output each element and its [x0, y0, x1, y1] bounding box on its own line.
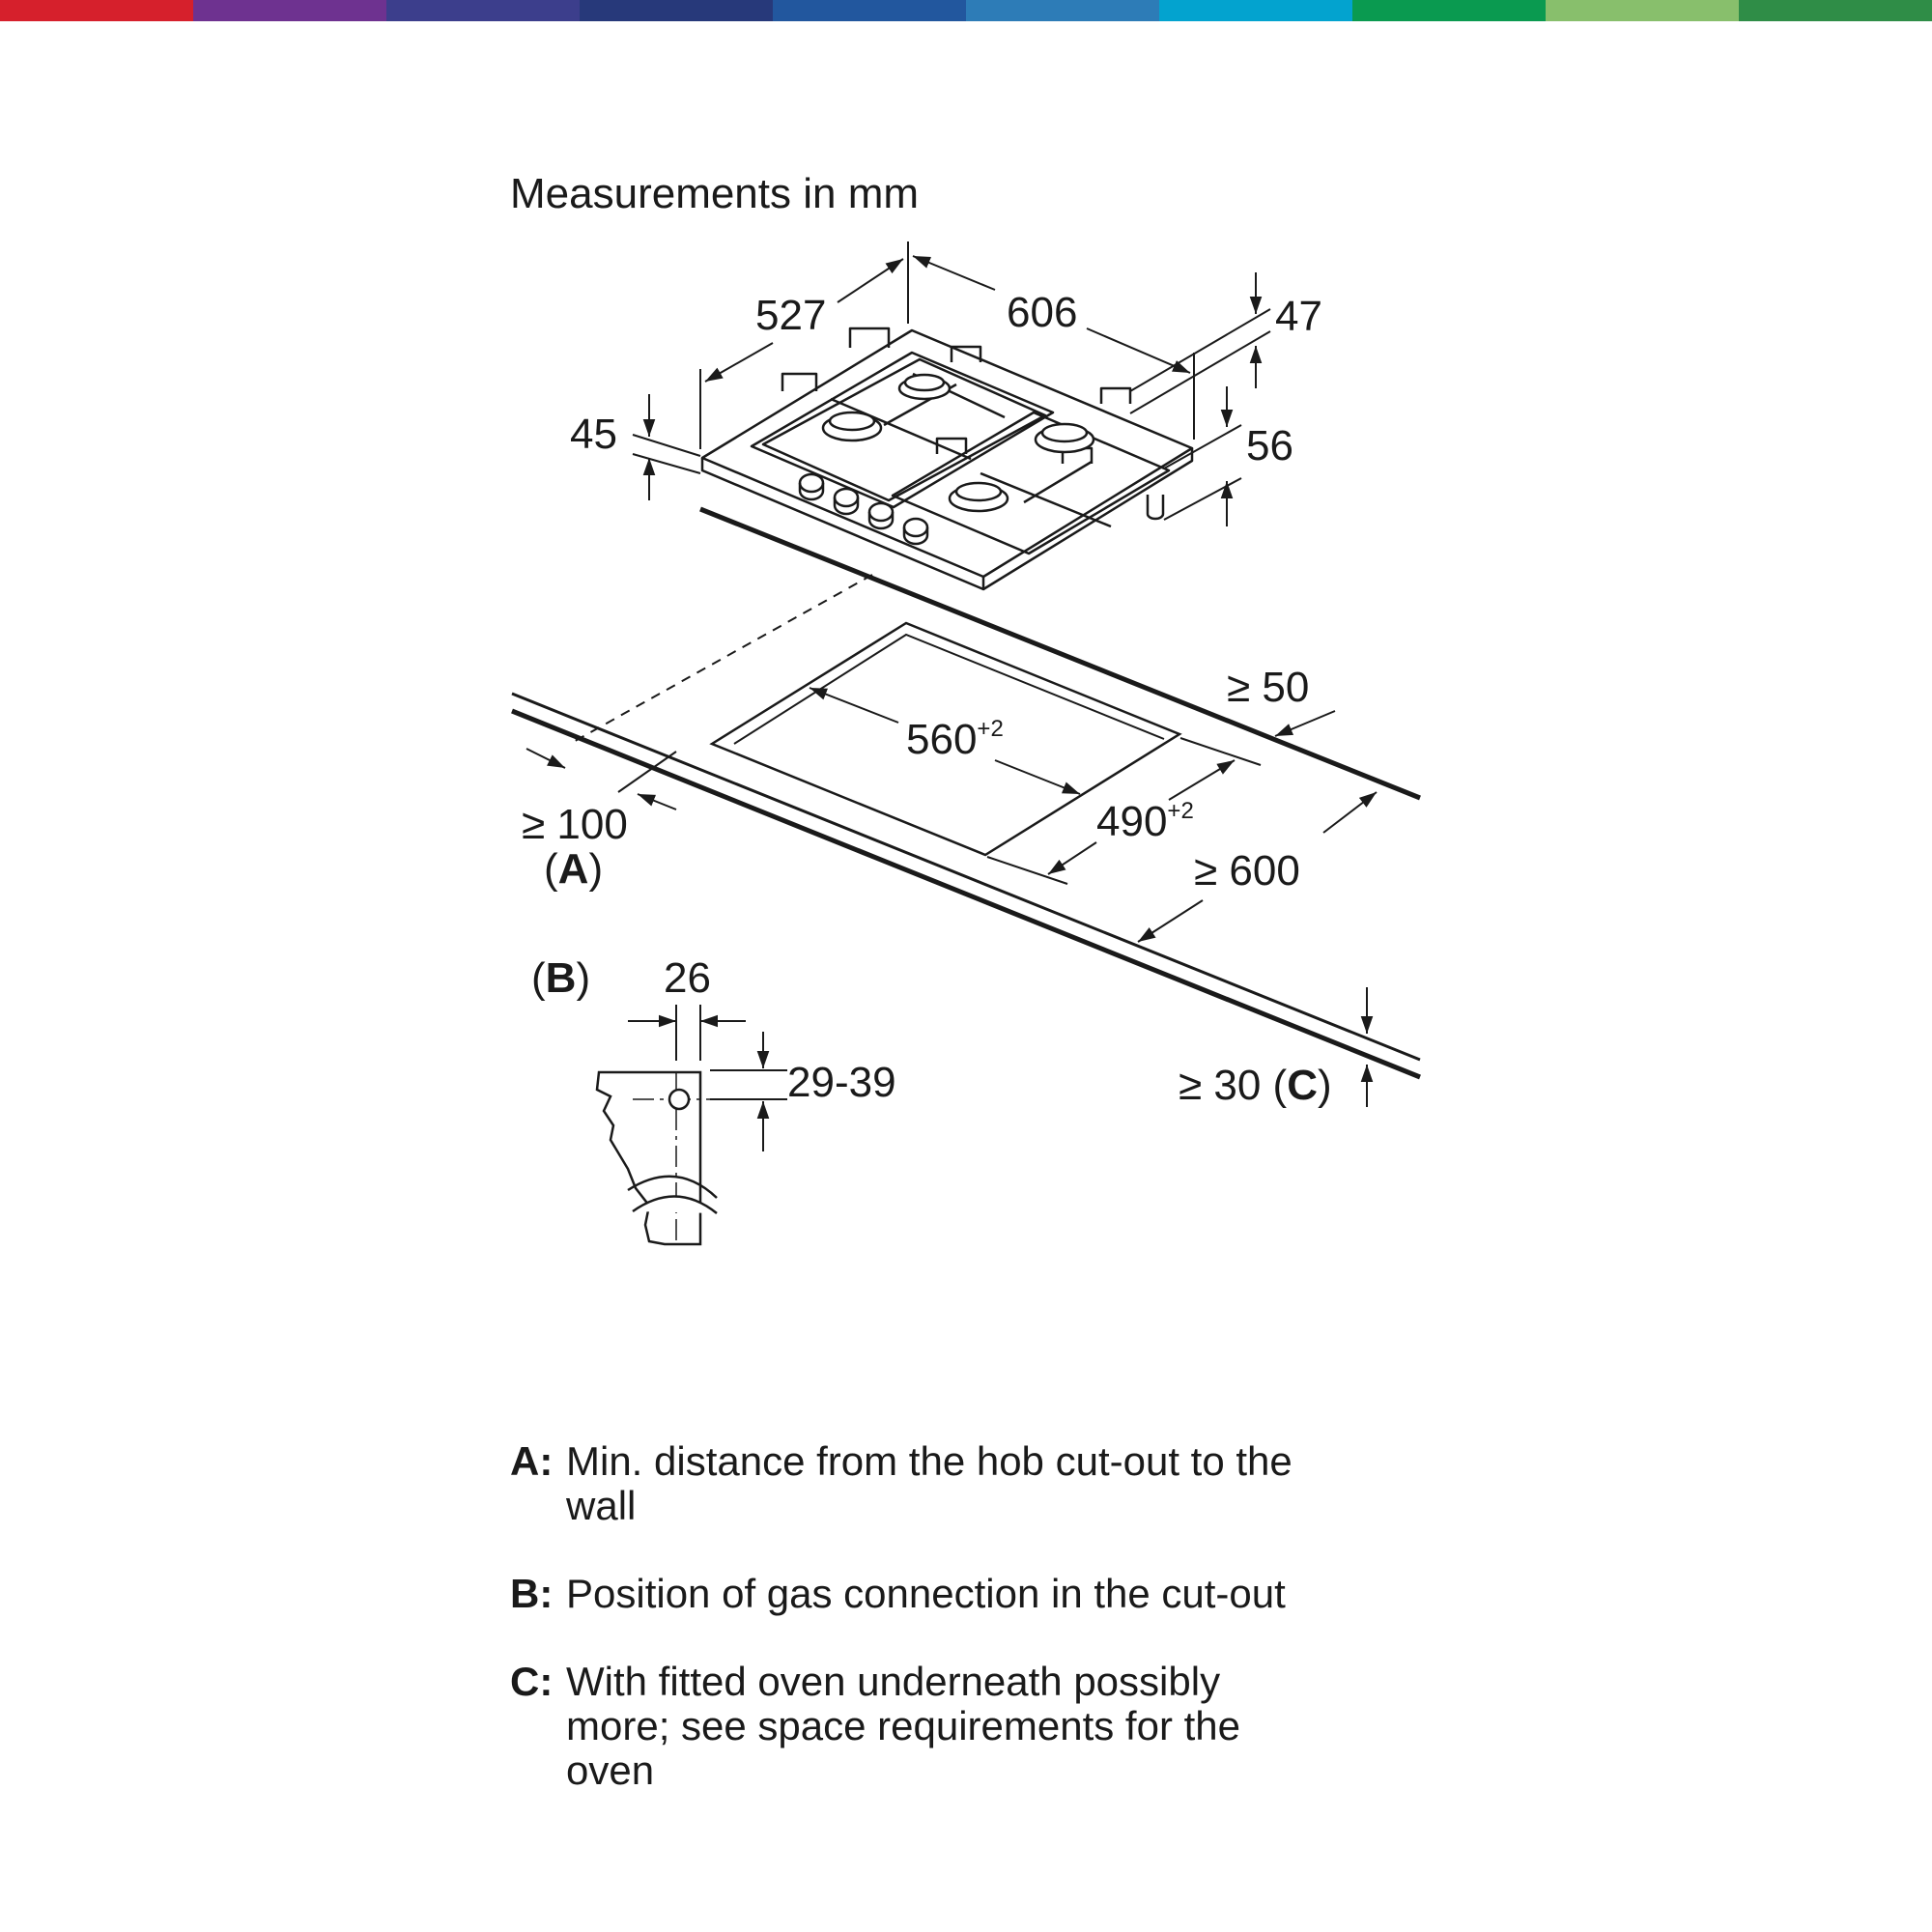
legend-key: C: [510, 1659, 554, 1704]
legend-key: B: [510, 1571, 554, 1616]
legend-text: Min. distance from the hob cut-out to the wall [566, 1438, 1293, 1528]
dim-606-label: 606 [1007, 289, 1078, 336]
legend-text: Position of gas connection in the cut-out [566, 1571, 1286, 1616]
min-50-label: ≥ 50 [1227, 664, 1310, 711]
min-600-label: ≥ 600 [1194, 847, 1300, 895]
cutout-width-label: $560^{+2}$ [906, 716, 1004, 763]
min-30-label: ≥ 30 (C) [1179, 1062, 1332, 1109]
marker-b-label: (B) [531, 954, 591, 1002]
legend-item-a [510, 1439, 1379, 1528]
marker-a-label: (A) [544, 845, 604, 893]
legend-key: A: [510, 1438, 554, 1484]
dim-45-label: 45 [570, 411, 617, 458]
dim-56-label: 56 [1246, 422, 1293, 469]
gas-connection-detail [597, 1005, 787, 1244]
legend-item-b [510, 1572, 1379, 1616]
min-100-label: ≥ 100 [522, 801, 628, 848]
legend-item-c [510, 1660, 1379, 1793]
dim-527-label: 527 [755, 292, 827, 339]
hob-drawing [702, 328, 1192, 589]
cutout-depth-label: $490^{+2}$ [1096, 798, 1194, 845]
legend [510, 1439, 1379, 1836]
detail-26-label: 26 [664, 954, 711, 1002]
detail-29-39-label: 29-39 [787, 1059, 896, 1106]
countertop-drawing [512, 509, 1420, 1077]
dim-47-label: 47 [1275, 293, 1322, 340]
page-title: Measurements in mm [510, 170, 920, 217]
legend-text: With fitted oven underneath possibly more; see space requirements for the oven [566, 1659, 1241, 1793]
